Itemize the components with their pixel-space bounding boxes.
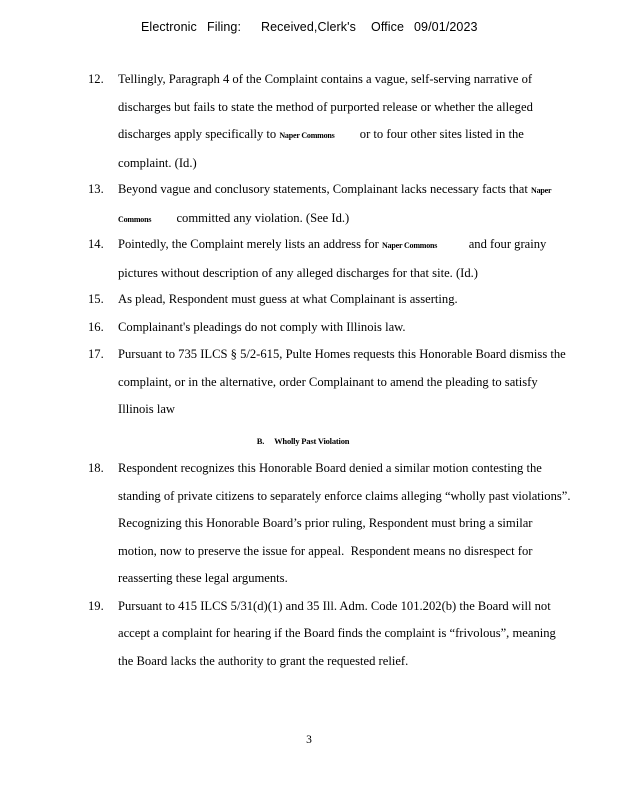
- line-text: motion, now to preserve the issue for appeal. Respondent means no disrespect for: [118, 543, 533, 558]
- paragraph-line: [118, 620, 563, 648]
- line-text: or to four other sites listed in the: [334, 127, 524, 141]
- paragraph-text: [118, 341, 566, 424]
- paragraph-line: [118, 538, 563, 566]
- paragraph-number: 13.: [88, 182, 104, 196]
- page-number: 3: [306, 734, 312, 746]
- paragraph-line: [118, 565, 563, 593]
- paragraph-line: [118, 260, 563, 288]
- line-text: Tellingly, Paragraph 4 of the Complaint contains a vague, self-serving narrative of: [118, 72, 533, 86]
- line-text: and four grainy: [437, 237, 547, 251]
- paragraph-line: [118, 66, 563, 94]
- site-name: Naper: [531, 186, 552, 195]
- line-text: complaint, or in the alternative, order Complainant to amend the pleading to satisfy: [118, 374, 538, 389]
- paragraph-line: [118, 396, 563, 424]
- paragraph-text: [118, 176, 563, 233]
- paragraph-line: [118, 483, 571, 511]
- header-office: Office: [371, 20, 405, 34]
- line-text: accept a complaint for hearing if the Board finds the complaint is “frivolous”, meaning: [118, 626, 556, 640]
- line-text: Pursuant to 415 ILCS 5/31(d)(1) and 35 Ill. Adm. Code 101.202(b) the Board will not: [118, 598, 551, 613]
- paragraph-line: [118, 510, 563, 538]
- line-text: Complainant's pleadings do not comply with Illinois law.: [118, 319, 406, 334]
- paragraph-line: [118, 341, 566, 369]
- line-text: the Board lacks the authority to grant the requested relief.: [118, 653, 409, 668]
- efiling-header: [141, 20, 478, 34]
- paragraph-text: [118, 231, 563, 287]
- paragraph-line: [118, 94, 563, 122]
- paragraph-text: [118, 593, 563, 676]
- paragraph-number: 12.: [88, 72, 104, 86]
- paragraph-text: [118, 314, 563, 342]
- paragraph-text: [118, 286, 563, 314]
- site-name: Naper Commons: [279, 131, 335, 140]
- line-text: Pointedly, the Complaint merely lists an address for: [118, 237, 382, 251]
- line-text: Respondent recognizes this Honorable Board denied a similar motion contesting the: [118, 461, 542, 475]
- paragraph-number: 16.: [88, 319, 104, 334]
- paragraph-line: [118, 150, 563, 178]
- line-text: standing of private citizens to separately enforce claims alleging “wholly past violations”.: [118, 488, 571, 503]
- header-date: 09/01/2023: [414, 20, 478, 34]
- header-electronic: Electronic: [141, 20, 197, 34]
- paragraph-number: 17.: [88, 347, 104, 361]
- line-text: reasserting these legal arguments.: [118, 571, 288, 585]
- header-received: Received,Clerk's: [261, 20, 356, 34]
- header-filing: Filing:: [207, 20, 242, 34]
- paragraph-line: [118, 648, 563, 676]
- paragraph-number: 19.: [88, 598, 104, 613]
- line-text: Recognizing this Honorable Board’s prior ruling, Respondent must bring a similar: [118, 516, 533, 530]
- site-name: Commons: [118, 214, 152, 224]
- paragraph-line: [118, 121, 563, 150]
- paragraph-text: [118, 455, 571, 593]
- line-text: committed any violation. (See Id.): [151, 210, 350, 225]
- paragraph-line: [118, 176, 563, 205]
- section-label: B.: [256, 436, 265, 446]
- line-text: discharges apply specifically to: [118, 127, 280, 141]
- paragraph-line: [118, 205, 563, 234]
- paragraph-line: [118, 369, 563, 397]
- line-text: Pursuant to 735 ILCS § 5/2-615, Pulte Homes requests this Honorable Board dismiss the: [118, 347, 566, 361]
- line-text: Illinois law: [118, 402, 176, 416]
- paragraph-line: [118, 231, 563, 260]
- paragraph-text: [118, 66, 563, 177]
- line-text: pictures without description of any alleged discharges for that site. (Id.): [118, 265, 478, 280]
- paragraph-line: [118, 455, 563, 483]
- line-text: complaint. (Id.): [118, 155, 197, 170]
- paragraph-line: [118, 314, 563, 342]
- paragraph-number: 15.: [88, 292, 104, 306]
- paragraph-number: 14.: [88, 237, 104, 251]
- paragraph-number: 18.: [88, 461, 104, 475]
- section-title: Wholly Past Violation: [274, 436, 350, 446]
- line-text: As plead, Respondent must guess at what Complainant is asserting.: [118, 292, 458, 306]
- paragraph-line: [118, 286, 563, 314]
- site-name: Naper Commons: [381, 241, 438, 250]
- line-text: discharges but fails to state the method of purported release or whether the alleged: [118, 99, 533, 114]
- section-heading-b: [0, 436, 618, 446]
- paragraph-line: [118, 593, 563, 621]
- line-text: Beyond vague and conclusory statements, Complainant lacks necessary facts that: [118, 182, 532, 196]
